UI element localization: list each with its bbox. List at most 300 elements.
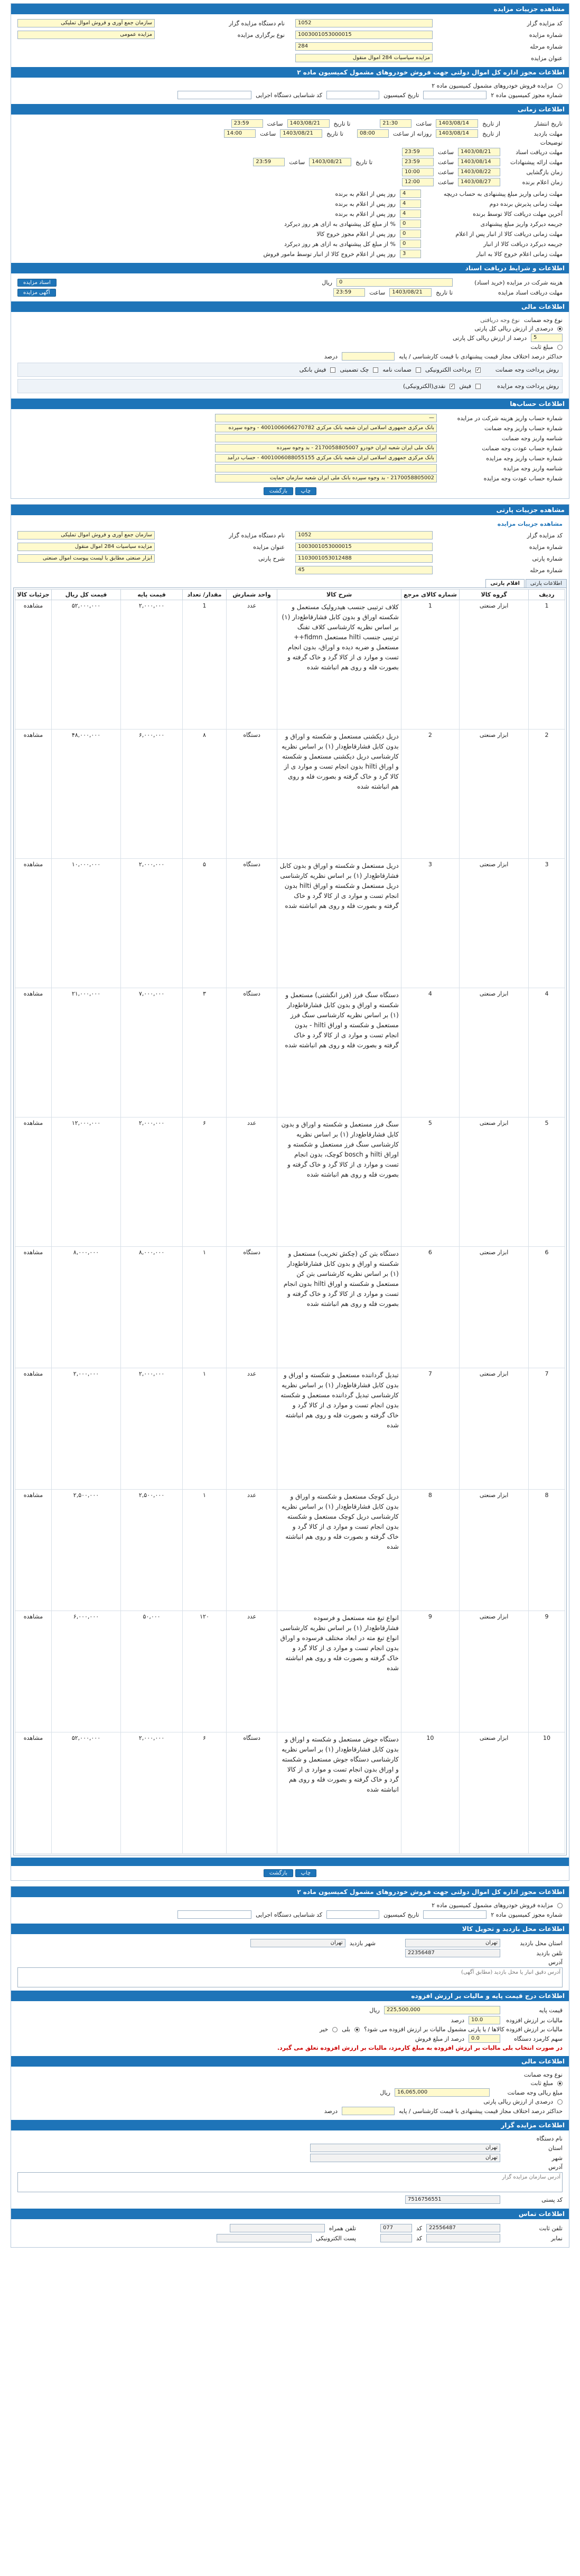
percent-field: 5	[531, 334, 563, 342]
offer-from-time-label: ساعت	[438, 158, 454, 166]
accounts-title: اطلاعات حساب‌ها	[11, 399, 569, 409]
publish-from-label: از تاریخ	[482, 120, 500, 127]
cell-qty: ۶	[183, 1117, 227, 1247]
bottom-fixed-label: مبلغ ثابت	[530, 2080, 553, 2087]
cell-desc: دریل دیکشنی مستعمل و شکسته و اوراق و بدون کابل فشارقاطع‌دار (۱) بر اساس نظریه کارشناسی دریل دیکشنی مستعمل و شکسته و اوراق hilti بدون انجام تست و موارد ی از کالا گرد و خاک گرفته و بصورت فله و روی هم انباشته شده	[277, 730, 401, 859]
deadline-list	[17, 190, 563, 258]
cell-ref: 2	[401, 730, 459, 859]
fee-currency: ریال	[322, 279, 332, 286]
deadline-row	[17, 210, 563, 218]
bottom-guarantee-type-label: نوع وجه ضمانت	[523, 2071, 563, 2078]
column-header: واحد شمارش	[226, 590, 277, 600]
price-title: اطلاعات درج قیمت پایه و مالیات بر ارزش افزوده	[11, 1991, 569, 2001]
commission-no-field[interactable]	[423, 91, 487, 99]
party-code-label: کد مزایده گزار	[527, 532, 563, 539]
offer-from-field: 1403/08/14	[458, 158, 500, 166]
commission-date-field[interactable]	[326, 91, 379, 99]
account-value: بانک مرکزی جمهوری اسلامی ایران شعبه بانک مرکزی 4001006066270782 - وجوه سپرده	[215, 424, 437, 432]
deadline-label: آخرین مهلت دریافت کالا توسط برنده	[473, 210, 563, 217]
cell-qty: ۳	[183, 988, 227, 1117]
pay-method-label: روش پرداخت وجه مزایده	[497, 383, 559, 390]
fixed-amount-field: 16,065,000	[395, 2088, 490, 2097]
license-title: اطلاعات مجوز اداره کل اموال دولتی جهت فروش خودروهای مشمول کمیسیون ماده ۲	[11, 67, 569, 78]
fax-field	[426, 2234, 500, 2242]
party-desc-label: شرح پارتی	[258, 555, 285, 562]
cell-qty: ۱	[183, 1247, 227, 1368]
party-org-field: سازمان جمع آوری و فروش اموال تملیکی	[17, 531, 155, 539]
print-button[interactable]: چاپ	[295, 487, 317, 495]
party-no-label: شماره پارتی	[532, 555, 563, 562]
tab-party-items[interactable]: اقلام پارتی	[485, 579, 525, 588]
cell-total: ۶,۰۰۰,۰۰۰	[51, 1611, 120, 1732]
diff-label: حداکثر درصد اختلاف مجاز قیمت پیشنهادی با قیمت کارشناسی / پایه	[399, 2107, 563, 2115]
deadline-label: مهلت زمانی پذیرش برنده دوم	[489, 200, 563, 207]
bottom-commission-date-label: تاریخ کمیسیون	[383, 1911, 419, 1918]
table-row	[15, 859, 565, 988]
deadline-row	[17, 220, 563, 228]
offer-to-field: 1403/08/21	[309, 158, 351, 166]
step-label: شماره مرحله	[530, 43, 563, 50]
offer-to-time-label: ساعت	[289, 158, 305, 166]
pay-opt-3: چک تضمینی	[340, 366, 369, 373]
visit-phone-field: 22356487	[405, 1949, 500, 1957]
tender-docs-button[interactable]: اسناد مزایده	[17, 279, 57, 287]
deadline-value: 4	[400, 210, 421, 218]
column-header: قیمت پایه	[120, 590, 182, 600]
license-radio[interactable]	[557, 83, 563, 89]
finance-title: اطلاعات مالی	[11, 301, 569, 312]
pay-opt-4: فیش بانکی	[299, 366, 326, 373]
base-price-currency: ریال	[369, 2006, 380, 2014]
cell-qty: ۱۲۰	[183, 1611, 227, 1732]
deadline-value: 0	[400, 240, 421, 248]
cell-total: ۱۲,۰۰۰,۰۰۰	[51, 1117, 120, 1247]
table-row	[15, 600, 565, 730]
publish-from-time-field: 21:30	[380, 119, 411, 128]
account-row	[17, 464, 563, 472]
winner-label: زمان اعلام برنده	[522, 178, 563, 186]
email-label: پست الکترونیکی	[316, 2234, 356, 2242]
exec-code-label: کد شناسایی دستگاه اجرایی	[256, 91, 323, 99]
deadline-unit: روز پس از اعلام به برنده	[335, 200, 396, 207]
visit-city-label: شهر بازدید	[349, 1939, 376, 1947]
account-value: —	[215, 414, 437, 422]
seller-org-label: نام دستگاه	[536, 2135, 563, 2142]
mobile-label: تلفن همراه	[329, 2224, 356, 2232]
bottom-exec-field[interactable]	[177, 1910, 251, 1919]
bottom-commission-no-label: شماره مجوز کمیسیون ماده ۲	[491, 1911, 563, 1918]
fixed-radio[interactable]	[557, 345, 563, 350]
visit-from-label: از تاریخ	[482, 130, 500, 137]
tel-code-label: کد	[416, 2224, 422, 2232]
cell-unit: دستگاه	[226, 988, 277, 1117]
cell-unit: دستگاه	[226, 1247, 277, 1368]
account-label: شناسه واریز وجه مزایده	[503, 465, 563, 472]
docs-fields	[11, 273, 569, 301]
cell-unit: عدد	[226, 600, 277, 730]
cell-n: 6	[529, 1247, 565, 1368]
cell-base: ۲,۰۰۰,۰۰۰	[120, 1732, 182, 1854]
bottom-license-radio-label: مزایده فروش خودروهای مشمول کمیسیون ماده ۲	[432, 1902, 553, 1909]
account-label: شماره حساب عودت وجه ضمانت	[482, 444, 563, 452]
cell-ref: 9	[401, 1611, 459, 1732]
cell-desc: دریل کوچک مستعمل و شکسته و اوراق و بدون کابل فشارقاطع‌دار (۱) بر اساس نظریه کارشناسی دریل کوچک مستعمل و شکسته بدون انجام تست و موارد ی از کالا گرد و خاک گرفته و بصورت فله و روی هم انباشته شده	[277, 1490, 401, 1611]
vat-yes-radio[interactable]	[354, 2027, 360, 2032]
detail-link[interactable]: مشاهده	[15, 1247, 52, 1368]
bottom-fixed-radio[interactable]	[557, 2081, 563, 2086]
cell-n: 3	[529, 859, 565, 988]
visit-from-time-field: 08:00	[357, 129, 389, 138]
cell-desc: دستگاه بتن کن (چکش تخریب) مستعمل و شکسته و اوراق و بدون کابل فشارقاطع‌دار (۱) بر اساس نظریه کارشناسی بتن کن مستعمل و شکسته و اوراق hilti بدون انجام تست و موارد ی از کالا گرد و خاک گرفته و بصورت فله و روی هم انباشته شده	[277, 1247, 401, 1368]
fixed-amount-currency: ریال	[380, 2089, 390, 2096]
subject-label: عنوان مزایده	[531, 54, 563, 62]
cell-group: ابزار صنعتی	[460, 1490, 529, 1611]
detail-link[interactable]: مشاهده	[15, 1368, 52, 1490]
seller-city-field: تهران	[310, 2154, 500, 2162]
account-label: شناسه واریز وجه ضمانت	[501, 434, 563, 442]
pay-opt-4-check[interactable]	[330, 367, 335, 373]
pay-opt-3-check[interactable]	[373, 367, 378, 373]
cell-total: ۲,۵۰۰,۰۰۰	[51, 1490, 120, 1611]
deadline-unit: روز پس از اعلام خروج کالا از انبار توسط مامور فروش	[263, 250, 396, 258]
cell-n: 2	[529, 730, 565, 859]
table-row	[15, 730, 565, 859]
org-label: نام دستگاه مزایده گزار	[229, 20, 285, 27]
cell-group: ابزار صنعتی	[460, 988, 529, 1117]
pay-method-2-check[interactable]	[450, 384, 455, 389]
deadline-value: 3	[400, 250, 421, 258]
cell-qty: ۱	[183, 1490, 227, 1611]
detail-link[interactable]: مشاهده	[15, 1490, 52, 1611]
items-header-row	[15, 590, 565, 600]
visit-address-textarea[interactable]: آدرس دقیق انبار یا محل بازدید (مطابق آگهی)	[17, 1967, 563, 1987]
detail-link[interactable]: مشاهده	[15, 1732, 52, 1854]
deadline-row	[17, 200, 563, 208]
guarantee-type-label: نوع وجه ضمانت	[523, 317, 563, 324]
exec-code-field[interactable]	[177, 91, 251, 99]
tender-type-field: مزایده عمومی	[17, 31, 155, 39]
tender-fields	[11, 14, 569, 67]
opening-time-field: 10:00	[402, 168, 434, 176]
doc-deadline2-to: تا تاریخ	[436, 289, 453, 296]
tender-no-field: 1003001053000015	[295, 31, 433, 39]
cell-ref: 8	[401, 1490, 459, 1611]
cell-base: ۲,۵۰۰,۰۰۰	[120, 1490, 182, 1611]
party-back-button[interactable]: بازگشت	[264, 1869, 293, 1877]
visit-to-time-label: ساعت	[260, 130, 276, 137]
share-unit: درصد از مبلغ فروش	[415, 2035, 464, 2042]
deadline-unit: روز پس از اعلام به برنده	[335, 210, 396, 217]
cell-n: 5	[529, 1117, 565, 1247]
cell-unit: دستگاه	[226, 730, 277, 859]
deadline-label: مهلت زمانی واریز مبلغ پیشنهادی به حساب دریچه	[443, 190, 563, 197]
detail-link[interactable]: مشاهده	[15, 600, 52, 730]
visit-label: مهلت بازدید	[534, 130, 563, 137]
offer-from-time-field: 23:59	[402, 158, 434, 166]
party-no-field: 1103001053012488	[295, 554, 433, 563]
cell-n: 10	[529, 1732, 565, 1854]
cell-unit: عدد	[226, 1117, 277, 1247]
deadline-unit: روز پس از اعلام مجوز خروج کالا	[316, 230, 396, 238]
deadline-unit: % از مبلغ کل پیشنهادی به ازای هر روز دیرکرد	[284, 220, 396, 228]
publish-from-field: 1403/08/14	[436, 119, 478, 128]
bottom-license-title: اطلاعات مجوز اداره کل اموال دولتی جهت فروش خودروهای مشمول کمیسیون ماده ۲	[11, 1887, 569, 1897]
license-radio-label: مزایده فروش خودروهای مشمول کمیسیون ماده ۲	[432, 82, 553, 89]
party-print-button[interactable]: چاپ	[295, 1869, 317, 1877]
winner-time-field: 12:00	[402, 178, 434, 186]
fee-label: هزینه شرکت در مزایده (خرید اسناد)	[474, 279, 563, 286]
cell-ref: 4	[401, 988, 459, 1117]
visit-phone-label: تلفن بازدید	[536, 1949, 563, 1957]
party-tender-no-label: شماره مزایده	[529, 543, 563, 551]
doc-deadline-time-label: ساعت	[438, 148, 454, 156]
doc-time2-label: ساعت	[369, 289, 386, 296]
detail-link[interactable]: مشاهده	[15, 859, 52, 988]
cell-ref: 6	[401, 1247, 459, 1368]
visit-address-label: آدرس	[548, 1959, 563, 1966]
account-row	[17, 444, 563, 452]
cell-group: ابزار صنعتی	[460, 1247, 529, 1368]
code-field: 1052	[295, 19, 433, 27]
base-price-field: 225,500,000	[384, 2006, 500, 2014]
bottom-percent-label: درصدی از ارزش ریالی پارتی	[483, 2098, 553, 2105]
step-field: 284	[295, 42, 433, 51]
visit-city-field: تهران	[250, 1939, 345, 1947]
deadline-unit: % از مبلغ کل پیشنهادی به ازای هر روز دیرکرد	[284, 240, 396, 248]
cell-total: ۲,۰۰۰,۰۰۰	[51, 1368, 120, 1490]
visit-province-field: تهران	[405, 1939, 500, 1947]
cell-total: ۵۲,۰۰۰,۰۰۰	[51, 600, 120, 730]
email-field	[217, 2234, 312, 2242]
doc-deadline2-field: 1403/08/21	[389, 288, 432, 297]
visit-to-time-field: 14:00	[224, 129, 256, 138]
org-field: سازمان جمع آوری و فروش اموال تملیکی	[17, 19, 155, 27]
cell-total: ۸,۰۰۰,۰۰۰	[51, 1247, 120, 1368]
pay-opt-2: ضمانت نامه	[382, 366, 411, 373]
cell-desc: دریل مستعمل و شکسته و اوراق و بدون کابل فشارقاطع‌دار (۱) بر اساس نظریه کارشناسی دریل مستعمل و شکسته و اوراق hilti بدون انجام تست و موارد ی از کالا گرد و خاک گرفته و بصورت فله و روی هم انباشته شده	[277, 859, 401, 988]
commission-no-label: شماره مجوز کمیسیون ماده ۲	[491, 91, 563, 99]
party-tender-no-field: 1003001053000015	[295, 543, 433, 551]
column-header: گروه کالا	[460, 590, 529, 600]
cell-n: 8	[529, 1490, 565, 1611]
fixed-unit: درصد	[324, 353, 338, 360]
fixed-radio-label: مبلغ ثابت	[530, 344, 553, 351]
account-label: شماره حساب واریز وجه مزایده	[486, 454, 563, 462]
deadline-unit: روز پس از اعلام به برنده	[335, 190, 396, 197]
cell-base: ۲,۰۰۰,۰۰۰	[120, 859, 182, 988]
tab-party-info[interactable]: اطلاعات پارتی	[526, 579, 567, 588]
cell-ref: 3	[401, 859, 459, 988]
pay-label: روش پرداخت وجه ضمانت	[495, 366, 559, 373]
vat-warning: در صورت انتخاب بلی مالیات بر ارزش افزوده به مبلغ کارمزد، مالیات بر ارزش افزوده تعلق می گیرد.	[277, 2044, 563, 2051]
cell-base: ۶,۰۰۰,۰۰۰	[120, 730, 182, 859]
account-row	[17, 434, 563, 442]
vat-no-label: خیر	[320, 2026, 329, 2033]
cell-total: ۴۸,۰۰۰,۰۰۰	[51, 730, 120, 859]
publish-to-field: 1403/08/21	[287, 119, 330, 128]
seller-province-label: استان	[548, 2144, 563, 2152]
seller-address-label: آدرس	[548, 2164, 563, 2171]
bottom-percent-radio[interactable]	[557, 2099, 563, 2105]
seller-title: اطلاعات مزایده گزار	[11, 2120, 569, 2130]
seller-province-field: تهران	[310, 2144, 500, 2152]
table-row	[15, 1117, 565, 1247]
table-footer-bar	[11, 1858, 569, 1866]
account-row	[17, 414, 563, 422]
percent-label: درصد از ارزش ریالی کل پارتی	[452, 334, 527, 342]
opening-date-field: 1403/08/22	[458, 168, 500, 176]
table-row	[15, 1490, 565, 1611]
fax-label: نمابر	[551, 2234, 563, 2242]
tender-no-label: شماره مزایده	[529, 31, 563, 39]
vat-yes-label: بلی	[342, 2026, 351, 2033]
pay-method-1-check[interactable]	[475, 384, 481, 389]
tender-type-label: نوع برگزاری مزایده	[237, 31, 285, 39]
finance-fields	[11, 312, 569, 399]
detail-link[interactable]: مشاهده	[15, 1117, 52, 1247]
cell-group: ابزار صنعتی	[460, 1117, 529, 1247]
deadline-row	[17, 190, 563, 198]
vat-no-radio[interactable]	[332, 2027, 338, 2032]
cell-group: ابزار صنعتی	[460, 600, 529, 730]
party-desc-field: ابزار صنعتی مطابق با لیست پیوست اموال صنعتی	[17, 554, 155, 563]
account-label: شماره حساب واریز وجه ضمانت	[484, 424, 563, 432]
fixed-amount-label: مبلغ ریالی وجه ضمانت	[507, 2089, 563, 2096]
pay-opt-1: پرداخت الکترونیکی	[425, 366, 471, 373]
detail-link[interactable]: مشاهده	[15, 730, 52, 859]
deadline-row	[17, 230, 563, 238]
visit-to-label: تا تاریخ	[326, 130, 343, 137]
bottom-license-radio[interactable]	[557, 1903, 563, 1908]
account-label: شماره حساب عودت وجه مزایده	[483, 475, 563, 482]
party-step-field: 45	[295, 566, 433, 574]
accounts-list	[11, 409, 569, 487]
visit-to-field: 1403/08/21	[280, 129, 322, 138]
tender-notice-button[interactable]: آگهی مزایده	[17, 289, 56, 297]
cell-total: ۱۰,۰۰۰,۰۰۰	[51, 859, 120, 988]
publish-label: تاریخ انتشار	[534, 120, 563, 127]
doc-deadline-time-field: 23:59	[402, 148, 434, 156]
cell-group: ابزار صنعتی	[460, 859, 529, 988]
cell-total: ۵۲,۰۰۰,۰۰۰	[51, 1732, 120, 1854]
winner-date-field: 1403/08/27	[458, 178, 500, 186]
tel-label: تلفن ثابت	[539, 2224, 563, 2232]
tender-detail-title: مشاهده جزییات مزایده	[11, 4, 569, 14]
license-fields	[11, 78, 569, 104]
doc-deadline2-label: مهلت دریافت اسناد مزایده	[498, 289, 563, 296]
vat-unit: درصد	[451, 2016, 464, 2024]
party-code-field: 1052	[295, 531, 433, 539]
detail-link[interactable]: مشاهده	[15, 1611, 52, 1732]
party-subtitle: مشاهده جزییات مزایده	[497, 520, 563, 527]
fee-field: 0	[336, 278, 453, 287]
party-step-label: شماره مرحله	[530, 566, 563, 574]
column-header: مقدار/ تعداد	[183, 590, 227, 600]
account-row	[17, 424, 563, 432]
cell-n: 9	[529, 1611, 565, 1732]
cell-qty: ۸	[183, 730, 227, 859]
visit-from-field: 1403/08/14	[436, 129, 478, 138]
bottom-commission-no-field[interactable]	[423, 1910, 487, 1919]
deadline-row	[17, 250, 563, 258]
party-title: مشاهده جزییات پارتی	[11, 505, 569, 515]
detail-link[interactable]: مشاهده	[15, 988, 52, 1117]
cell-base: ۵۰,۰۰۰	[120, 1611, 182, 1732]
cell-base: ۸,۰۰۰,۰۰۰	[120, 1247, 182, 1368]
table-row	[15, 1611, 565, 1732]
code-label: کد مزایده گزار	[527, 20, 563, 27]
items-table	[15, 589, 565, 1854]
cell-desc: کلاف ترتیبی جنسب هیدرولیک مستعمل و شکسته اوراق و بدون کابل فشارقاطع‌دار (۱) بر اساس نظریه کارشناسی کلاف تفنگ ترتیبی جنسب hilti مستعمل fidmn++ مستعمل و ضربه دیده و اوراق، بدون انجام تست و موارد ی از کالا گرد و خاک گرفته و بصورت فله و روی هم انباشته شده	[277, 600, 401, 730]
table-row	[15, 988, 565, 1117]
cell-n: 4	[529, 988, 565, 1117]
vat-field: 10.0	[469, 2016, 500, 2024]
account-label: شماره حساب واریز هزینه شرکت در مزایده	[457, 414, 563, 422]
commission-date-label: تاریخ کمیسیون	[383, 91, 419, 99]
column-header: جزئیات کالا	[15, 590, 52, 600]
offer-to-time-field: 23:59	[253, 158, 285, 166]
tel-field: 22556487	[426, 2224, 500, 2232]
bottom-commission-date-field[interactable]	[326, 1910, 379, 1919]
offer-to-label: تا تاریخ	[356, 158, 373, 166]
cell-base: ۲,۰۰۰,۰۰۰	[120, 600, 182, 730]
doc-time2-field: 23:59	[333, 288, 365, 297]
postal-label: کد پستی	[541, 2196, 563, 2203]
bottom-detail-panel	[11, 1886, 569, 2248]
cell-qty: ۶	[183, 1732, 227, 1854]
fixed-note-field	[342, 352, 395, 361]
cell-qty: ۱	[183, 1368, 227, 1490]
cell-base: ۲,۰۰۰,۰۰۰	[120, 1117, 182, 1247]
winner-time-label: ساعت	[438, 178, 454, 186]
pay-opt-2-check[interactable]	[416, 367, 421, 373]
deadline-value: 0	[400, 230, 421, 238]
cell-group: ابزار صنعتی	[460, 1368, 529, 1490]
share-field: 0.0	[469, 2034, 500, 2043]
cell-group: ابزار صنعتی	[460, 730, 529, 859]
column-header: شماره کالای مرجع	[401, 590, 459, 600]
mobile-field	[230, 2224, 325, 2232]
deadline-value: 4	[400, 190, 421, 198]
back-button[interactable]: بازگشت	[264, 487, 293, 495]
account-value	[215, 434, 437, 442]
cell-base: ۷,۰۰۰,۰۰۰	[120, 988, 182, 1117]
visit-daily-label: روزانه از ساعت	[392, 130, 432, 137]
pay-opt-1-check[interactable]	[475, 367, 481, 373]
tender-detail-panel	[11, 3, 569, 499]
doc-deadline-field: 1403/08/21	[458, 148, 500, 156]
fax-code-label: کد	[416, 2234, 422, 2242]
table-row	[15, 1368, 565, 1490]
fax-code-field	[380, 2234, 412, 2242]
cell-total: ۲۱,۰۰۰,۰۰۰	[51, 988, 120, 1117]
opening-time-label: ساعت	[438, 168, 454, 176]
party-detail-panel	[11, 504, 569, 1881]
cell-ref: 1	[401, 600, 459, 730]
seller-address-textarea[interactable]: آدرس سازمان مزایده گزار	[17, 2172, 563, 2192]
bottom-finance-title: اطلاعات مالی	[11, 2056, 569, 2067]
publish-from-time-label: ساعت	[416, 120, 432, 127]
percent-radio[interactable]	[557, 326, 563, 332]
pay-method-1: فیش	[459, 383, 471, 390]
doc-deadline-label: مهلت دریافت اسناد	[516, 148, 563, 156]
docs-title: اطلاعات و شرایط دریافت اسناد	[11, 263, 569, 273]
account-row	[17, 454, 563, 462]
fixed-note: حداکثر درصد اختلاف مجاز قیمت پیشنهادی با قیمت کارشناسی / پایه	[399, 353, 563, 360]
deadline-label: جریمه دیرکرد دریافت کالا از انبار	[483, 240, 563, 248]
party-subject-field: مزایده سیاسیات 284 اموال منقول	[17, 543, 155, 551]
account-value: بانک ملی ایران شعبه ایران خودرو 2170058805007 - بد وجوه سپرده	[215, 444, 437, 452]
